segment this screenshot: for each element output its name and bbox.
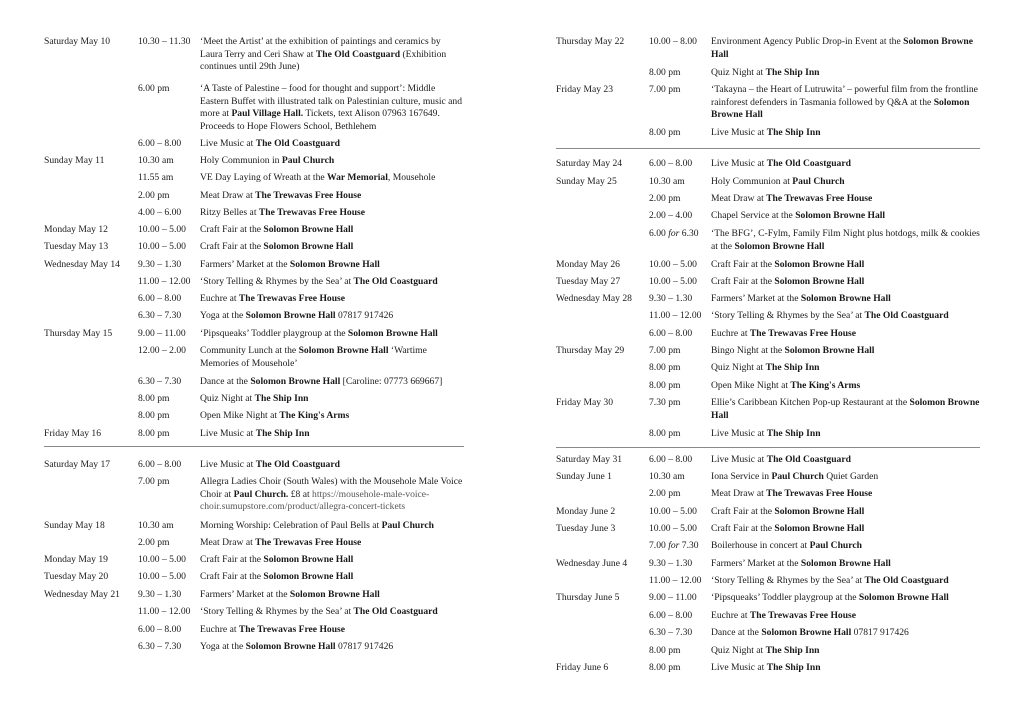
event-time: 8.00 pm (138, 428, 170, 439)
event-time: 6.00 – 8.00 (649, 158, 693, 169)
event-time: 2.00 pm (138, 190, 170, 201)
event-description: ‘Takayna – the Heart of Lutruwita’ – powerful film from the frontline rainforest defenders in Tasmania followed by Q&A at the Solomon Browne Hall (711, 84, 978, 121)
event-description: Live Music at The Ship Inn (711, 127, 821, 138)
section-divider (556, 447, 980, 448)
event-time: 10.00 – 5.00 (649, 506, 697, 517)
event-description: Holy Communion at Paul Church (711, 176, 845, 187)
event-description: Allegra Ladies Choir (South Wales) with the Mousehole Male Voice Choir at Paul Church. £8 at https://mousehole-male-voice-choir.sumupstore.com/product/allegra-concert-tickets (200, 476, 463, 513)
event-time: 6.00 – 8.00 (649, 454, 693, 465)
event-description: Morning Worship: Celebration of Paul Bells at Paul Church (200, 520, 434, 531)
event-description: Farmers’ Market at the Solomon Browne Hall (711, 558, 891, 569)
event-description: ‘Story Telling & Rhymes by the Sea’ at The Old Coastguard (200, 606, 438, 617)
event-description: Craft Fair at the Solomon Browne Hall (200, 224, 354, 235)
event-time: 10.30 am (649, 176, 685, 187)
event-time: 10.30 – 11.30 (138, 36, 191, 47)
event-time: 8.00 pm (649, 127, 681, 138)
event-description: Quiz Night at The Ship Inn (711, 362, 820, 373)
event-description: Live Music at The Old Coastguard (711, 158, 851, 169)
event-description: Farmers’ Market at the Solomon Browne Hall (200, 589, 380, 600)
event-day: Tuesday May 13 (44, 241, 109, 252)
event-time: 6.00 – 8.00 (649, 610, 693, 621)
left-column (44, 0, 464, 724)
event-day: Tuesday May 27 (556, 276, 621, 287)
event-description: Euchre at The Trewavas Free House (200, 293, 346, 304)
event-description: Chapel Service at the Solomon Browne Hall (711, 210, 886, 221)
event-time: 6.30 – 7.30 (138, 641, 182, 652)
event-description: Craft Fair at the Solomon Browne Hall (711, 523, 865, 534)
event-time: 2.00 pm (649, 488, 681, 499)
event-description: Meat Draw at The Trewavas Free House (200, 537, 362, 548)
event-time: 7.30 pm (649, 397, 681, 408)
section-divider (44, 446, 464, 447)
event-description: Environment Agency Public Drop-in Event at the Solomon Browne Hall (711, 36, 974, 60)
event-day: Monday May 12 (44, 224, 108, 235)
event-description: Meat Draw at The Trewavas Free House (711, 488, 873, 499)
event-description: Euchre at The Trewavas Free House (711, 328, 857, 339)
event-day: Wednesday May 21 (44, 589, 120, 600)
event-time: 9.30 – 1.30 (138, 259, 182, 270)
event-description: Boilerhouse in concert at Paul Church (711, 540, 862, 551)
event-description: Dance at the Solomon Browne Hall [Caroline: 07773 669667] (200, 376, 443, 387)
event-description: Farmers’ Market at the Solomon Browne Hall (711, 293, 891, 304)
event-time: 10.00 – 5.00 (138, 571, 186, 582)
event-description: ‘The BFG’, C-Fylm, Family Film Night plus hotdogs, milk & cookies at the Solomon Browne Hall (711, 228, 980, 252)
event-time: 2.00 pm (138, 537, 170, 548)
event-time: 8.00 pm (138, 410, 170, 421)
event-description: Bingo Night at the Solomon Browne Hall (711, 345, 875, 356)
event-description: ‘Meet the Artist’ at the exhibition of paintings and ceramics by Laura Terry and Ceri Shaw at The Old Coastguard (Exhibition continues until 29th June) (200, 36, 447, 73)
event-time: 10.00 – 5.00 (138, 224, 186, 235)
event-time: 6.00 – 8.00 (138, 459, 182, 470)
event-description: Euchre at The Trewavas Free House (200, 624, 346, 635)
event-time: 8.00 pm (649, 645, 681, 656)
event-time: 6.00 – 8.00 (138, 138, 182, 149)
event-day: Friday June 6 (556, 662, 609, 673)
event-day: Saturday May 17 (44, 459, 111, 470)
event-day: Monday May 26 (556, 259, 620, 270)
event-description: ‘A Taste of Palestine – food for thought and support’: Middle Eastern Buffet with illustrated talk on Palestinian culture, music and more at Paul Village Hall. Tickets, text Alison 07963 167649. Proceeds to Hope Flowers School, Bethlehem (200, 83, 462, 132)
event-day: Saturday May 10 (44, 36, 111, 47)
event-day: Friday May 30 (556, 397, 614, 408)
event-time: 9.00 – 11.00 (649, 592, 697, 603)
event-time: 9.30 – 1.30 (138, 589, 182, 600)
event-time: 10.00 – 5.00 (649, 259, 697, 270)
event-description: Yoga at the Solomon Browne Hall 07817 917426 (200, 310, 394, 321)
event-time: 11.00 – 12.00 (138, 276, 191, 287)
event-day: Wednesday May 14 (44, 259, 120, 270)
event-time: 11.00 – 12.00 (138, 606, 191, 617)
event-description: Craft Fair at the Solomon Browne Hall (200, 241, 354, 252)
event-time: 10.00 – 5.00 (649, 523, 697, 534)
event-time: 8.00 pm (649, 362, 681, 373)
event-day: Wednesday May 28 (556, 293, 632, 304)
event-description: ‘Pipsqueaks’ Toddler playgroup at the Solomon Browne Hall (711, 592, 949, 603)
event-time: 8.00 pm (649, 67, 681, 78)
event-time: 10.00 – 5.00 (138, 554, 186, 565)
event-time: 6.30 – 7.30 (138, 376, 182, 387)
event-time: 6.00 – 8.00 (138, 293, 182, 304)
event-day: Monday May 19 (44, 554, 108, 565)
event-day: Sunday May 11 (44, 155, 105, 166)
event-description: Open Mike Night at The King's Arms (711, 380, 861, 391)
event-time: 8.00 pm (649, 428, 681, 439)
event-description: Craft Fair at the Solomon Browne Hall (711, 506, 865, 517)
event-time: 11.55 am (138, 172, 174, 183)
event-description: ‘Story Telling & Rhymes by the Sea’ at The Old Coastguard (711, 575, 949, 586)
event-description: Euchre at The Trewavas Free House (711, 610, 857, 621)
event-time: 6.00 – 8.00 (649, 328, 693, 339)
event-description: Ellie’s Caribbean Kitchen Pop-up Restaurant at the Solomon Browne Hall (711, 397, 980, 421)
event-description: Live Music at The Old Coastguard (200, 138, 340, 149)
event-time: 11.00 – 12.00 (649, 575, 702, 586)
event-time: 8.00 pm (649, 662, 681, 673)
event-description: ‘Story Telling & Rhymes by the Sea’ at The Old Coastguard (711, 310, 949, 321)
event-description: Holy Communion in Paul Church (200, 155, 335, 166)
event-time: 8.00 pm (138, 393, 170, 404)
event-time: 12.00 – 2.00 (138, 345, 186, 356)
event-description: Community Lunch at the Solomon Browne Hall ‘Wartime Memories of Mousehole’ (200, 345, 427, 369)
event-day: Sunday June 1 (556, 471, 612, 482)
event-time: 11.00 – 12.00 (649, 310, 702, 321)
event-time: 4.00 – 6.00 (138, 207, 182, 218)
event-time: 10.00 – 5.00 (138, 241, 186, 252)
event-description: Farmers’ Market at the Solomon Browne Hall (200, 259, 380, 270)
event-time: 10.30 am (649, 471, 685, 482)
event-time: 7.00 pm (138, 476, 170, 487)
event-description: Live Music at The Ship Inn (711, 662, 821, 673)
event-time: 9.30 – 1.30 (649, 293, 693, 304)
event-day: Tuesday June 3 (556, 523, 616, 534)
event-description: Craft Fair at the Solomon Browne Hall (711, 259, 865, 270)
event-day: Tuesday May 20 (44, 571, 109, 582)
event-description: Meat Draw at The Trewavas Free House (711, 193, 873, 204)
event-day: Wednesday June 4 (556, 558, 628, 569)
event-time: 7.00 for 7.30 (649, 540, 699, 551)
event-day: Thursday May 15 (44, 328, 113, 339)
event-day: Sunday May 25 (556, 176, 617, 187)
section-divider (556, 148, 980, 149)
event-day: Sunday May 18 (44, 520, 105, 531)
event-description: Meat Draw at The Trewavas Free House (200, 190, 362, 201)
event-description: Craft Fair at the Solomon Browne Hall (200, 571, 354, 582)
event-time: 9.00 – 11.00 (138, 328, 186, 339)
event-time: 6.30 – 7.30 (649, 627, 693, 638)
event-time: 7.00 pm (649, 345, 681, 356)
event-day: Saturday May 31 (556, 454, 623, 465)
event-description: Live Music at The Old Coastguard (711, 454, 851, 465)
event-time: 7.00 pm (649, 84, 681, 95)
event-description: Live Music at The Old Coastguard (200, 459, 340, 470)
event-day: Thursday June 5 (556, 592, 620, 603)
event-time: 2.00 pm (649, 193, 681, 204)
event-time: 6.30 – 7.30 (138, 310, 182, 321)
event-description: VE Day Laying of Wreath at the War Memorial, Mousehole (200, 172, 436, 183)
event-day: Friday May 23 (556, 84, 614, 95)
event-time: 10.00 – 8.00 (649, 36, 697, 47)
event-day: Monday June 2 (556, 506, 616, 517)
ticket-link[interactable]: https://mousehole-male-voice-choir.sumupstore.com/product/allegra-concert-tickets (200, 488, 430, 513)
event-time: 9.30 – 1.30 (649, 558, 693, 569)
event-description: Craft Fair at the Solomon Browne Hall (711, 276, 865, 287)
event-time: 10.00 – 5.00 (649, 276, 697, 287)
event-description: Open Mike Night at The King's Arms (200, 410, 350, 421)
event-time: 6.00 for 6.30 (649, 228, 699, 239)
event-day: Friday May 16 (44, 428, 102, 439)
event-time: 2.00 – 4.00 (649, 210, 693, 221)
event-time: 8.00 pm (649, 380, 681, 391)
event-description: Iona Service in Paul Church Quiet Garden (711, 471, 879, 482)
event-description: Live Music at The Ship Inn (200, 428, 310, 439)
event-time: 6.00 pm (138, 83, 170, 94)
event-day: Thursday May 29 (556, 345, 625, 356)
event-description: Ritzy Belles at The Trewavas Free House (200, 207, 366, 218)
event-time: 10.30 am (138, 155, 174, 166)
event-time: 10.30 am (138, 520, 174, 531)
event-description: ‘Pipsqueaks’ Toddler playgroup at the Solomon Browne Hall (200, 328, 438, 339)
right-column (556, 0, 980, 724)
event-description: ‘Story Telling & Rhymes by the Sea’ at The Old Coastguard (200, 276, 438, 287)
event-description: Yoga at the Solomon Browne Hall 07817 917426 (200, 641, 394, 652)
event-description: Live Music at The Ship Inn (711, 428, 821, 439)
event-description: Craft Fair at the Solomon Browne Hall (200, 554, 354, 565)
event-description: Dance at the Solomon Browne Hall 07817 917426 (711, 627, 909, 638)
event-description: Quiz Night at The Ship Inn (200, 393, 309, 404)
event-description: Quiz Night at The Ship Inn (711, 67, 820, 78)
event-description: Quiz Night at The Ship Inn (711, 645, 820, 656)
event-time: 6.00 – 8.00 (138, 624, 182, 635)
event-day: Thursday May 22 (556, 36, 625, 47)
event-day: Saturday May 24 (556, 158, 623, 169)
